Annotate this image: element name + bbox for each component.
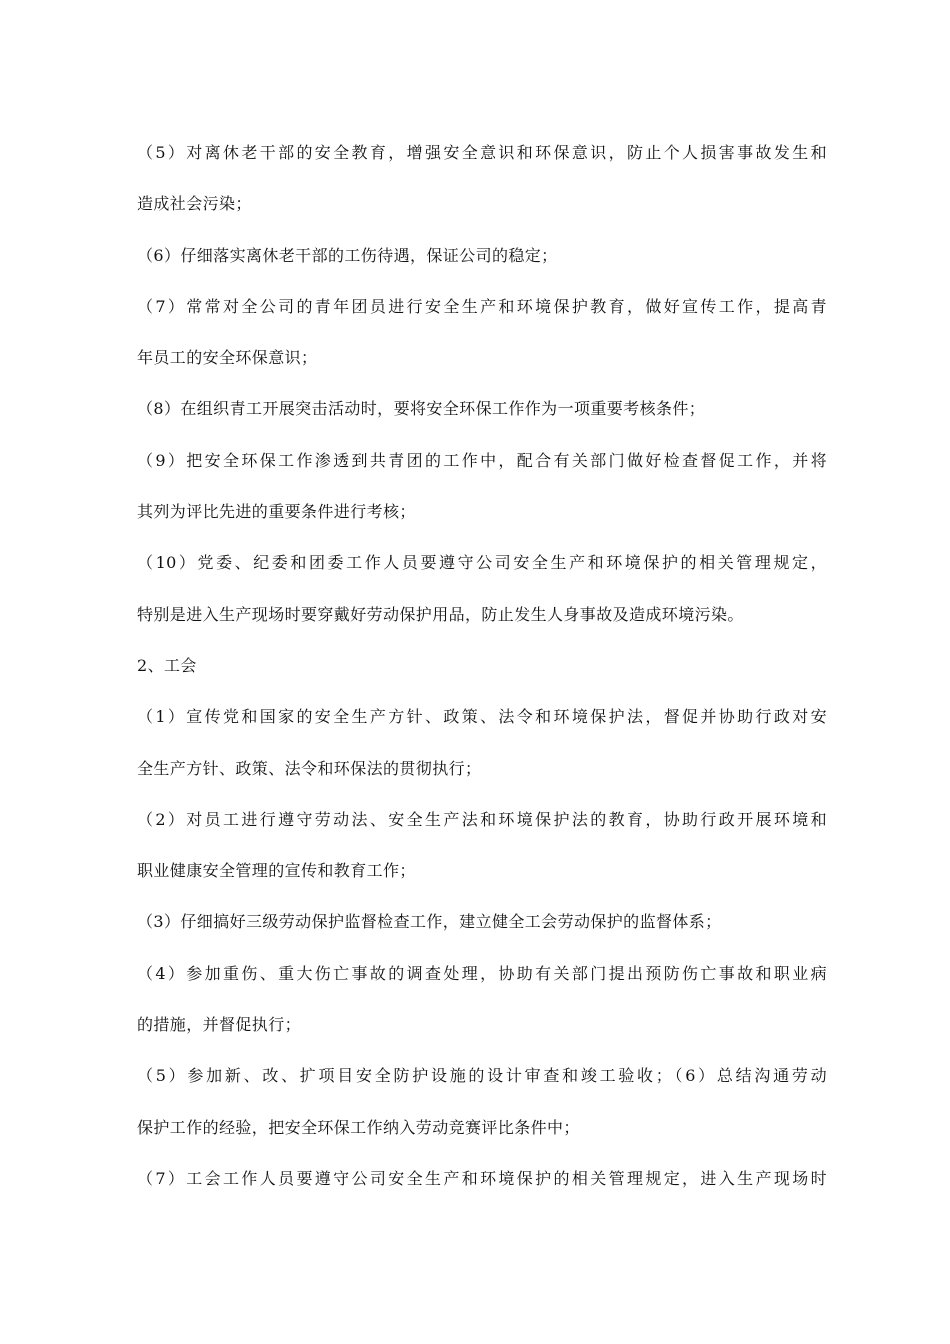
text-line: （7）常常对全公司的青年团员进行安全生产和环境保护教育，做好宣传工作，提高青 — [137, 296, 827, 316]
text-line: （7）工会工作人员要遵守公司安全生产和环境保护的相关管理规定，进入生产现场时 — [137, 1168, 827, 1188]
text-line: （1）宣传党和国家的安全生产方针、政策、法令和环境保护法，督促并协助行政对安 — [137, 707, 827, 727]
text-line: （5）参加新、改、扩项目安全防护设施的设计审查和竣工验收；（6）总结沟通劳动 — [137, 1066, 827, 1086]
text-line: （3）仔细搞好三级劳动保护监督检查工作，建立健全工会劳动保护的监督体系； — [137, 912, 722, 932]
section-heading: 2、工会 — [137, 655, 197, 675]
text-line: 保护工作的经验，把安全环保工作纳入劳动竞赛评比条件中； — [137, 1117, 580, 1137]
text-line: （4）参加重伤、重大伤亡事故的调查处理，协助有关部门提出预防伤亡事故和职业病 — [137, 963, 827, 983]
text-line: （6）仔细落实离休老干部的工伤待遇，保证公司的稳定； — [137, 245, 558, 265]
text-line: 职业健康安全管理的宣传和教育工作； — [137, 861, 416, 881]
text-line: （10）党委、纪委和团委工作人员要遵守公司安全生产和环境保护的相关管理规定， — [137, 553, 827, 573]
text-line: 年员工的安全环保意识； — [137, 348, 318, 368]
text-line: 造成社会污染； — [137, 194, 252, 214]
text-line: 全生产方针、政策、法令和环保法的贯彻执行； — [137, 758, 482, 778]
document-body — [137, 140, 827, 1217]
text-line: 的措施，并督促执行； — [137, 1015, 302, 1035]
text-line: （5）对离休老干部的安全教育，增强安全意识和环保意识，防止个人损害事故发生和 — [137, 143, 827, 162]
text-line: （2）对员工进行遵守劳动法、安全生产法和环境保护法的教育，协助行政开展环境和 — [137, 809, 827, 829]
text-line: 其列为评比先进的重要条件进行考核； — [137, 502, 416, 522]
text-line: 特别是进入生产现场时要穿戴好劳动保护用品，防止发生人身事故及造成环境污染。 — [137, 604, 744, 624]
text-line: （8）在组织青工开展突击活动时，要将安全环保工作作为一项重要考核条件； — [137, 399, 706, 419]
text-line: （9）把安全环保工作渗透到共青团的工作中，配合有关部门做好检查督促工作，并将 — [137, 450, 827, 470]
